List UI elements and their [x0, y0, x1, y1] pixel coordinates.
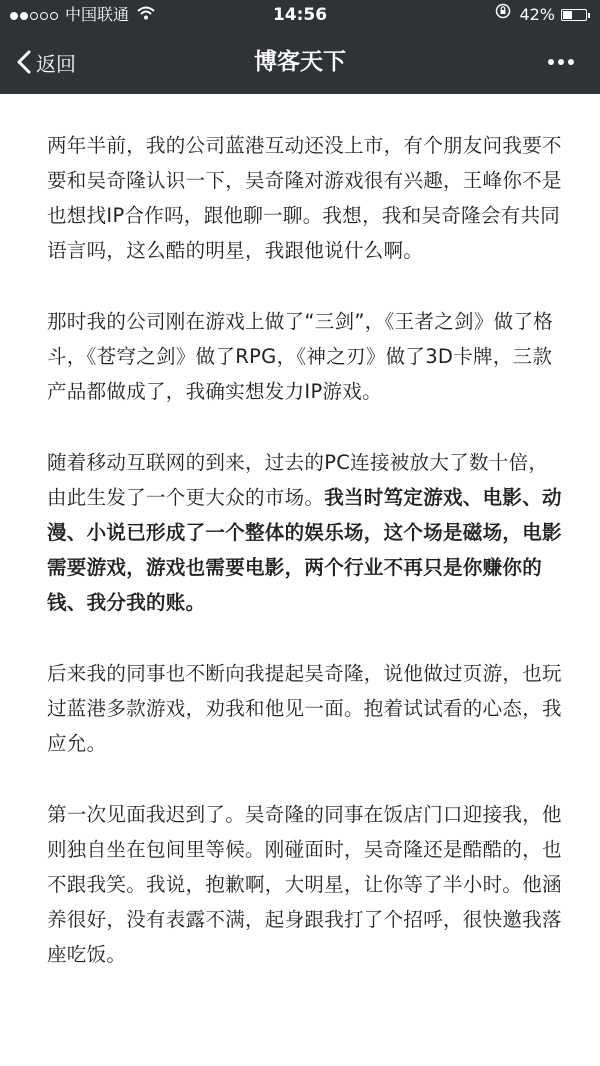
clock: 14:56 — [272, 5, 328, 25]
status-bar — [0, 0, 600, 30]
article-body — [47, 128, 562, 1008]
paragraph-text: 随着移动互联网的到来，过去的PC连接被放大了数十倍，由此生发了一个更大众的市场。 — [47, 451, 549, 509]
battery-percent: 42% — [519, 5, 555, 24]
article-paragraph — [47, 128, 562, 268]
carrier-name: 中国联通 — [65, 5, 130, 24]
article-paragraph — [47, 304, 562, 409]
paragraph-text: 那时我的公司刚在游戏上做了“三剑”，《王者之剑》做了格斗，《苍穹之剑》做了RPG，《神之刃》做了3D卡牌，三款产品都做成了，我确实想发力IP游戏。 — [47, 310, 554, 403]
paragraph-text: 后来我的同事也不断向我提起吴奇隆，说他做过页游，也玩过蓝港多款游戏，劝我和他见一面。抱着试试看的心态，我应允。 — [47, 662, 562, 755]
navigation-bar — [0, 30, 600, 94]
article-paragraph — [47, 656, 562, 761]
paragraph-text: 第一次见面我迟到了。吴奇隆的同事在饭店门口迎接我，他则独自坐在包间里等候。刚碰面时，吴奇隆还是酷酷的，也不跟我笑。我说，抱歉啊，大明星，让你等了半小时。他涵养很好，没有表露不满，起身跟我打了个招呼，很快邀我落座吃饭。 — [47, 803, 562, 966]
article-paragraph — [47, 797, 562, 972]
bold-text: 我当时笃定游戏、电影、动漫、小说已形成了一个整体的娱乐场，这个场是磁场，电影需要游戏，游戏也需要电影，两个行业不再只是你赚你的钱、我分我的账。 — [47, 486, 562, 614]
rotation-lock-icon — [495, 0, 511, 30]
more-options-button[interactable] — [544, 30, 574, 94]
more-icon — [548, 59, 554, 65]
battery-group — [495, 0, 590, 30]
paragraph-text: 两年半前，我的公司蓝港互动还没上市，有个朋友问我要不要和吴奇隆认识一下，吴奇隆对游戏很有兴趣，王峰你不是也想找IP合作吗，跟他聊一聊。我想，我和吴奇隆会有共同语言吗，这么酷的明星，我跟他说什么啊。 — [47, 134, 562, 262]
page-title: 博客天下 — [254, 49, 346, 75]
back-label: 返回 — [36, 51, 76, 76]
article-paragraph — [47, 445, 562, 620]
battery-icon — [561, 9, 587, 21]
